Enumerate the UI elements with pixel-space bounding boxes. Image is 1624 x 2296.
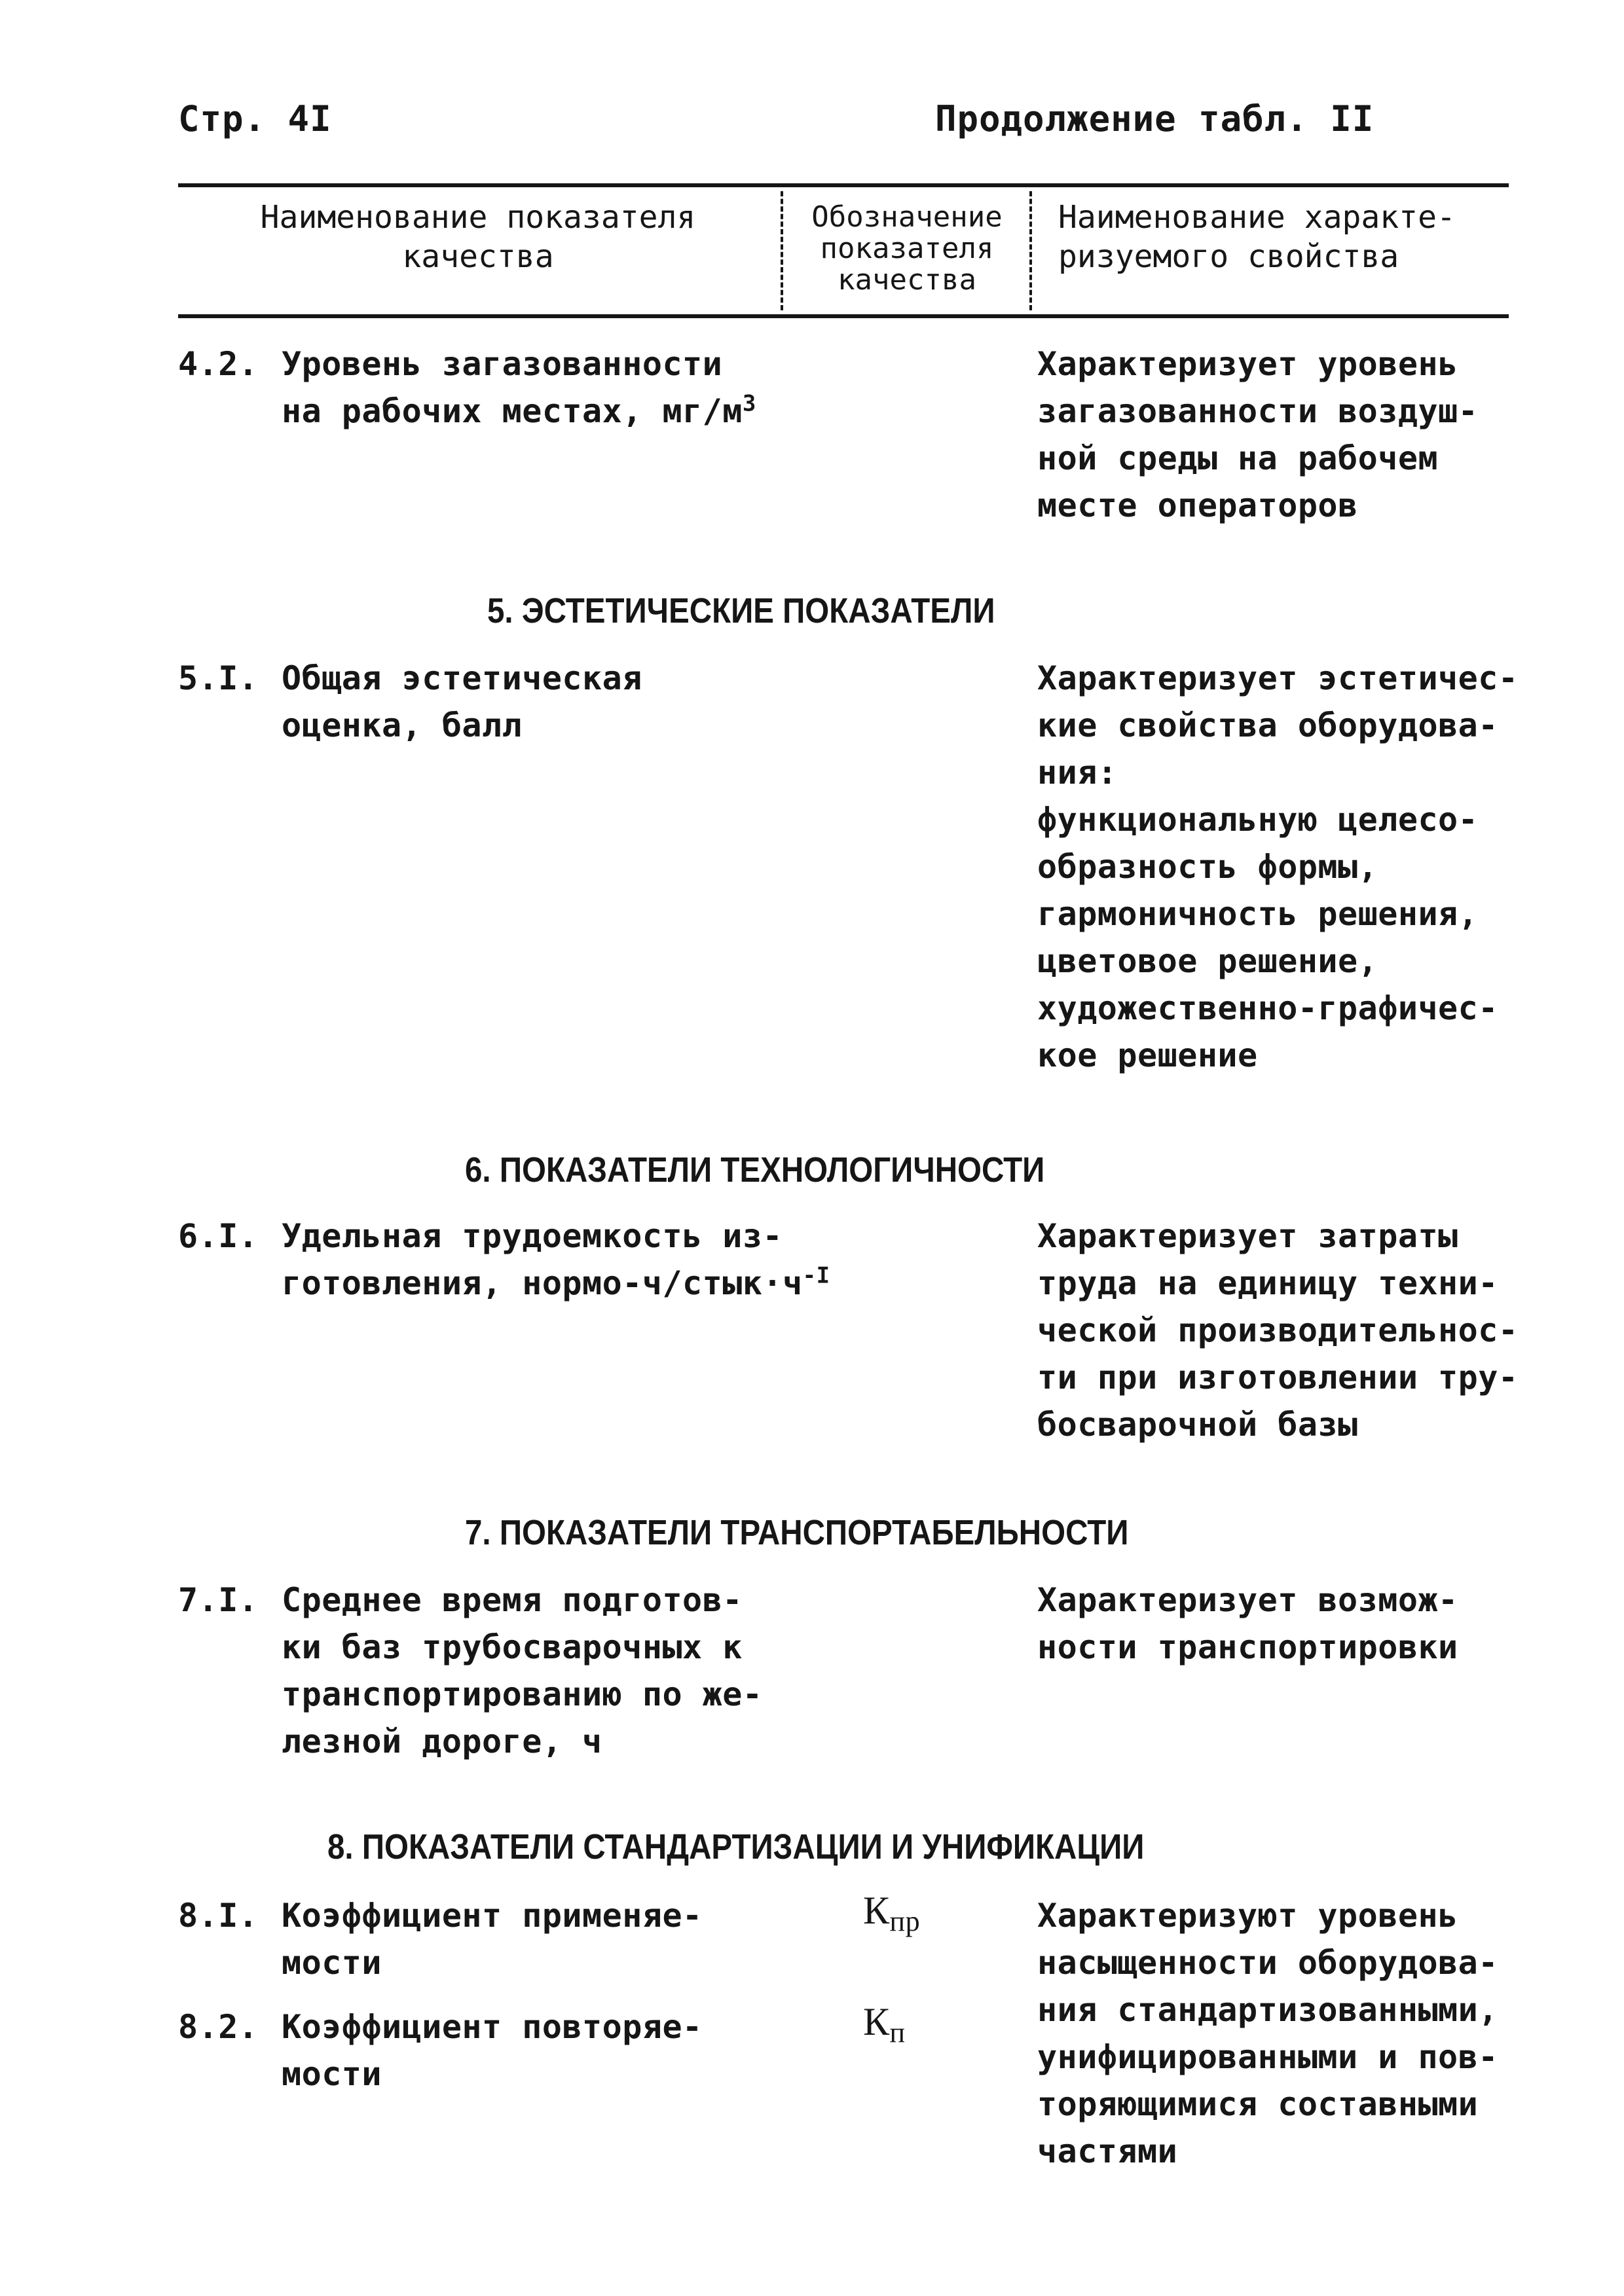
indicator-name: Общая эстетическая оценка, балл xyxy=(282,659,642,744)
indicator-name: Коэффициент повторяе- мости xyxy=(282,2008,703,2093)
row-number: 6.I. xyxy=(178,1217,259,1255)
table-continuation-label: Продолжение табл. II xyxy=(935,98,1375,139)
indicator-name: Уровень загазованности на рабочих местах, $мг/м^3$ xyxy=(282,345,756,430)
property-description: Характеризует уровень загазованности воздуш- ной среды на рабочем месте операторов xyxy=(1037,345,1479,524)
column-divider-1 xyxy=(781,191,786,310)
indicator-name: Удельная трудоемкость из- готовления, нормо-$ч/стык\cdot ч^{-I}$ xyxy=(282,1217,830,1302)
row-number: 8.2. xyxy=(178,2008,259,2046)
indicator-symbol: $К_п$ xyxy=(863,2000,906,2049)
page-number: Стр. 4I xyxy=(178,98,332,139)
section-title: 6. ПОКАЗАТЕЛИ ТЕХНОЛОГИЧНОСТИ xyxy=(465,1150,1045,1190)
table-header-rule xyxy=(178,314,1509,318)
section-title: 7. ПОКАЗАТЕЛИ ТРАНСПОРТАБЕЛЬНОСТИ xyxy=(465,1513,1129,1552)
property-description: Характеризуют уровень насыщенности оборудова- ния стандартизованными, унифицированными и пов- торяющимися составными частями xyxy=(1037,1897,1498,2170)
indicator-symbol: $К_{пр}$ xyxy=(863,1889,921,1937)
table-top-rule xyxy=(178,183,1509,187)
property-description: Характеризует возмож- ности транспортировки xyxy=(1037,1581,1458,1666)
indicator-name: Среднее время подготов- ки баз трубосварочных к транспортированию по же- лезной дороге, ч xyxy=(282,1581,763,1760)
indicator-name: Коэффициент применяе- мости xyxy=(282,1897,703,1982)
section-title: 5. ЭСТЕТИЧЕСКИЕ ПОКАЗАТЕЛИ xyxy=(487,591,995,630)
row-number: 5.I. xyxy=(178,659,259,697)
unit-superscript: 3 xyxy=(742,390,756,417)
property-description: Характеризует затраты труда на единицу техни- ческой производительнос- ти при изготовлении тру- босварочной базы xyxy=(1037,1217,1519,1444)
column-header-name: Наименование показателя качества xyxy=(260,199,696,275)
column-header-symbol: Обозначение показателя качества xyxy=(811,200,1003,297)
row-number: 4.2. xyxy=(178,345,259,383)
section-title: 8. ПОКАЗАТЕЛИ СТАНДАРТИЗАЦИИ И УНИФИКАЦИИ xyxy=(327,1827,1145,1867)
row-number: 8.I. xyxy=(178,1897,259,1935)
column-divider-2 xyxy=(1029,191,1035,310)
unit-superscript: -I xyxy=(802,1262,830,1289)
column-header-property: Наименование характе- ризуемого свойства xyxy=(1058,199,1456,275)
row-number: 7.I. xyxy=(178,1581,259,1619)
property-description: Характеризует эстетичес- кие свойства оборудова- ния: функционaльную целесо- образность формы, гармоничность решения, цветовое решение, художественно-графичес- кое решение xyxy=(1037,659,1519,1074)
